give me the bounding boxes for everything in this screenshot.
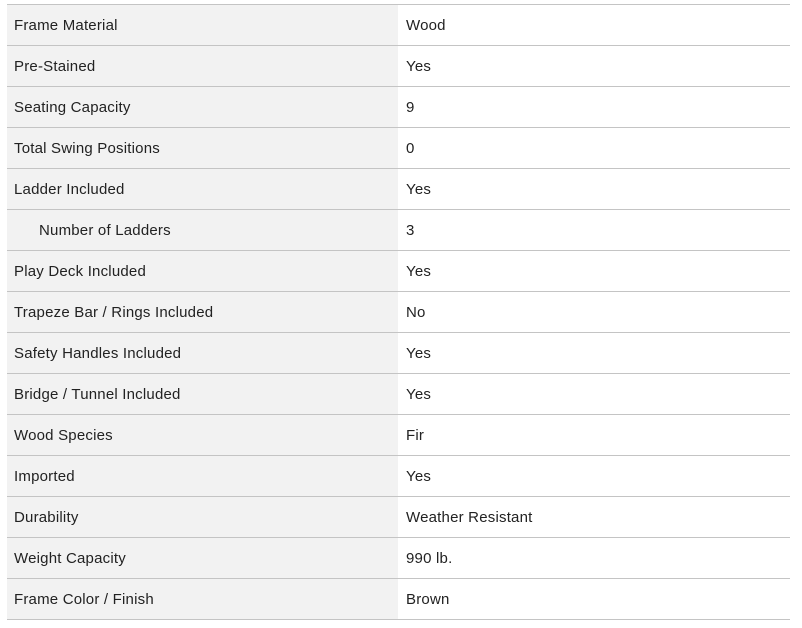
spec-value: No — [398, 292, 790, 333]
spec-label: Durability — [7, 497, 398, 538]
spec-label: Total Swing Positions — [7, 128, 398, 169]
spec-label-indented: Number of Ladders — [7, 210, 398, 251]
spec-row-trapeze-bar-rings-included — [7, 292, 790, 333]
spec-value: Yes — [398, 333, 790, 374]
spec-label: Pre-Stained — [7, 46, 398, 87]
spec-row-ladder-included — [7, 169, 790, 210]
spec-label: Imported — [7, 456, 398, 497]
spec-value: Yes — [398, 46, 790, 87]
spec-row-bridge-tunnel-included — [7, 374, 790, 415]
spec-value: Fir — [398, 415, 790, 456]
spec-label: Bridge / Tunnel Included — [7, 374, 398, 415]
spec-row-number-of-ladders — [7, 210, 790, 251]
spec-label: Safety Handles Included — [7, 333, 398, 374]
spec-row-pre-stained — [7, 46, 790, 87]
spec-label: Ladder Included — [7, 169, 398, 210]
spec-row-weight-capacity — [7, 538, 790, 579]
spec-label: Frame Material — [7, 5, 398, 46]
specifications-table — [7, 4, 790, 620]
spec-row-frame-color-finish — [7, 579, 790, 620]
spec-label: Trapeze Bar / Rings Included — [7, 292, 398, 333]
spec-value: 3 — [398, 210, 790, 251]
spec-value: Yes — [398, 374, 790, 415]
spec-row-play-deck-included — [7, 251, 790, 292]
spec-row-safety-handles-included — [7, 333, 790, 374]
specifications-table-body — [7, 5, 790, 620]
spec-value: Yes — [398, 169, 790, 210]
spec-row-durability — [7, 497, 790, 538]
spec-value: 9 — [398, 87, 790, 128]
spec-label: Frame Color / Finish — [7, 579, 398, 620]
spec-row-wood-species — [7, 415, 790, 456]
spec-row-frame-material — [7, 5, 790, 46]
spec-row-total-swing-positions — [7, 128, 790, 169]
spec-value: 990 lb. — [398, 538, 790, 579]
spec-label: Play Deck Included — [7, 251, 398, 292]
spec-row-seating-capacity — [7, 87, 790, 128]
spec-label: Wood Species — [7, 415, 398, 456]
spec-value: Weather Resistant — [398, 497, 790, 538]
spec-value: Yes — [398, 251, 790, 292]
spec-value: Yes — [398, 456, 790, 497]
spec-row-imported — [7, 456, 790, 497]
spec-label: Seating Capacity — [7, 87, 398, 128]
spec-value: Wood — [398, 5, 790, 46]
spec-value: 0 — [398, 128, 790, 169]
spec-value: Brown — [398, 579, 790, 620]
spec-label: Weight Capacity — [7, 538, 398, 579]
